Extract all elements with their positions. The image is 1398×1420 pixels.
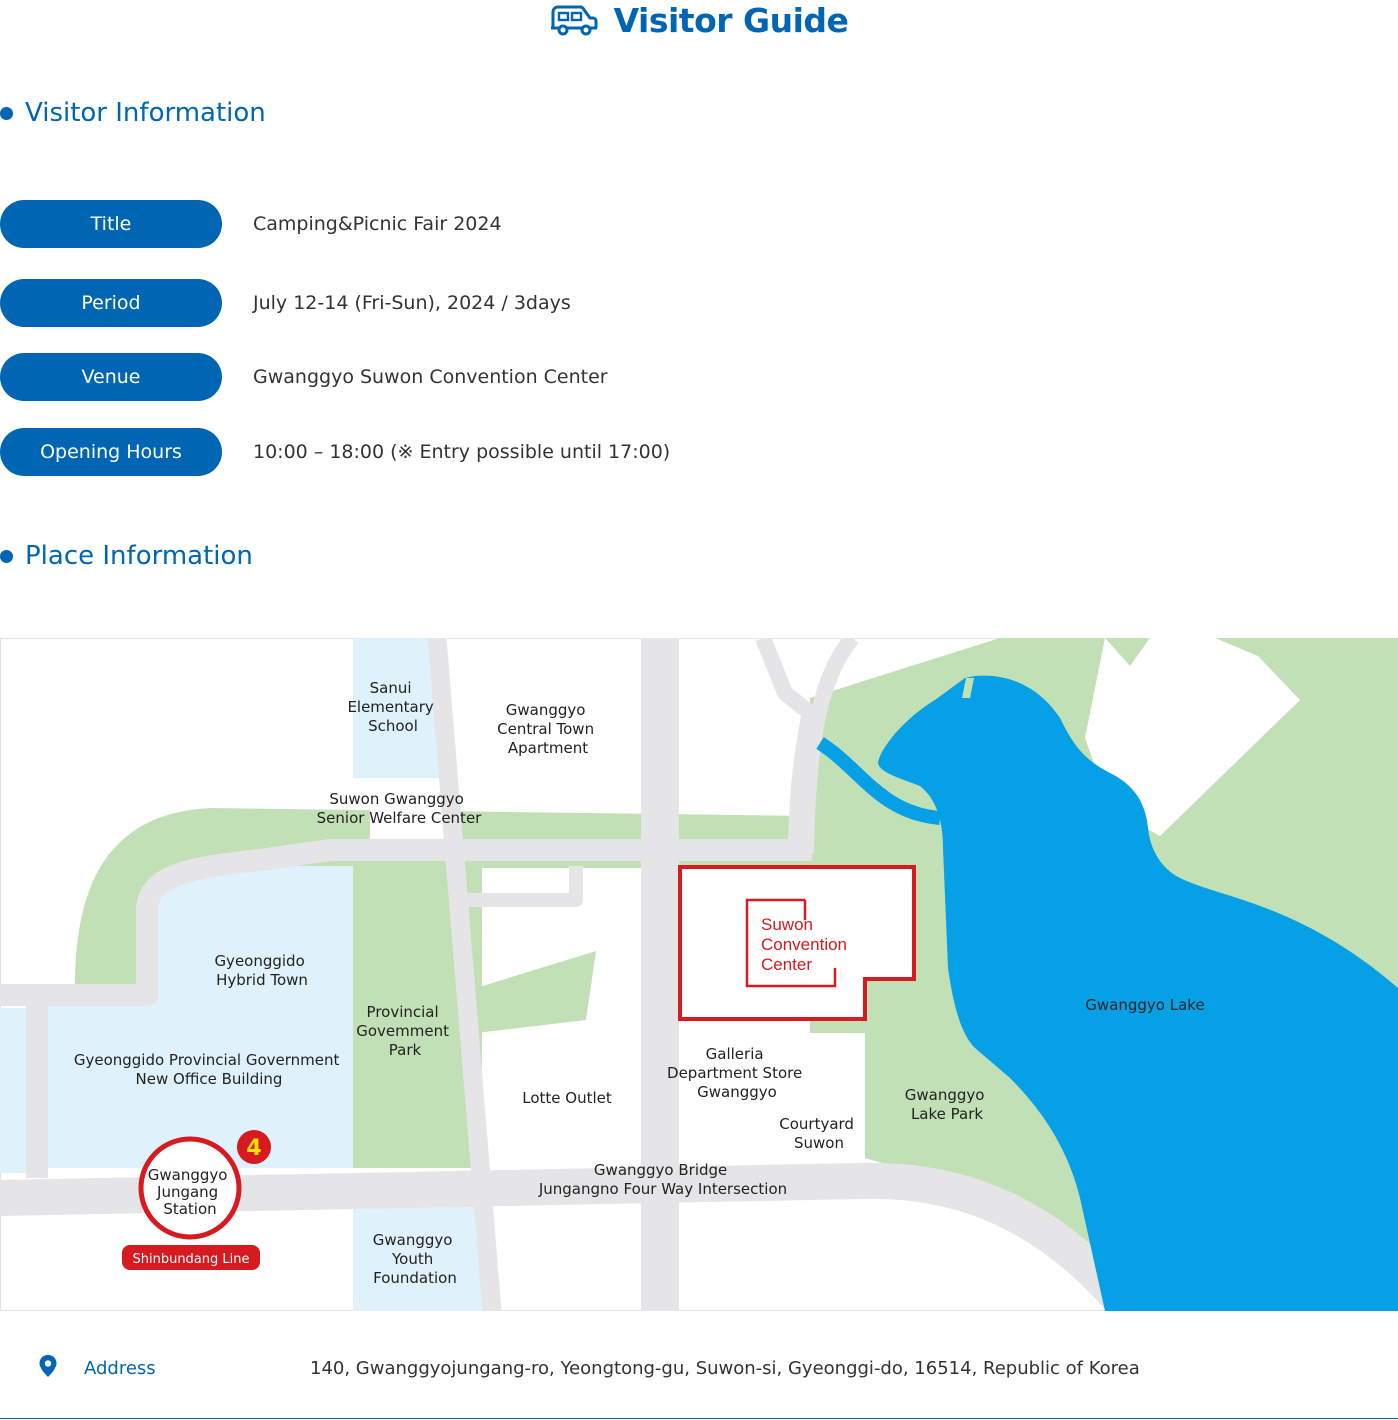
visitor-information-heading-text: Visitor Information	[25, 98, 266, 128]
camper-van-icon	[550, 4, 598, 36]
info-row-title	[0, 200, 502, 248]
label-bridge: Gwanggyo Bridge Jungangno Four Way Intersection	[538, 1161, 788, 1198]
west-edge-block	[0, 1008, 26, 1173]
info-value-venue: Gwanggyo Suwon Convention Center	[253, 366, 608, 388]
info-label-period: Period	[0, 279, 222, 327]
label-lake: Gwanggyo Lake	[1085, 996, 1205, 1014]
label-courtyard: Courtyard Suwon	[779, 1115, 854, 1152]
place-information-heading	[0, 541, 253, 571]
info-label-title: Title	[0, 200, 222, 248]
info-value-period: July 12-14 (Fri-Sun), 2024 / 3days	[253, 292, 571, 314]
label-central-town: Gwanggyo Central Town Apartment	[497, 701, 595, 757]
location-map-svg	[0, 638, 1398, 1311]
label-galleria: Galleria Department Store Gwanggyo	[667, 1045, 803, 1101]
label-station: Gwanggyo Jungang Station	[147, 1166, 228, 1218]
label-sanui-school: Sanui Elementary School	[347, 679, 434, 735]
label-youth-foundation: Gwanggyo Youth Foundation	[372, 1231, 457, 1287]
bullet-dot-icon	[0, 550, 13, 563]
info-row-opening-hours	[0, 428, 670, 476]
info-value-opening-hours: 10:00 – 18:00 (※ Entry possible until 17:00)	[253, 441, 671, 463]
address-value: 140, Gwanggyojungang-ro, Yeongtong-gu, Suwon-si, Gyeonggi-do, 16514, Republic of Korea	[310, 1358, 1140, 1379]
info-row-venue	[0, 353, 608, 401]
address-row	[0, 1338, 1398, 1419]
label-lake-park: Gwanggyo Lake Park	[904, 1086, 985, 1123]
address-label: Address	[84, 1358, 156, 1379]
place-information-heading-text: Place Information	[25, 541, 253, 571]
location-pin-icon	[38, 1354, 58, 1378]
subway-line-badge: Shinbundang Line	[132, 1252, 250, 1267]
label-provincial-park: Provincial Govemment Park	[356, 1003, 449, 1059]
logo-line-3: Center	[761, 955, 813, 974]
visitor-information-heading	[0, 98, 266, 128]
page-title-text: Visitor Guide	[613, 0, 849, 40]
logo-line-2: Convention	[761, 935, 848, 954]
info-label-venue: Venue	[0, 353, 222, 401]
station-exit-number: 4	[246, 1136, 262, 1161]
info-row-period	[0, 279, 571, 327]
page-title	[0, 0, 1398, 40]
label-office-building: Gyeonggido Provincial Government New Office Building	[73, 1051, 340, 1088]
info-value-title: Camping&Picnic Fair 2024	[253, 213, 502, 235]
location-map	[0, 638, 1398, 1311]
bullet-dot-icon	[0, 107, 13, 120]
logo-line-1: Suwon	[761, 915, 813, 934]
label-senior-welfare: Suwon Gwanggyo Senior Welfare Center	[316, 790, 482, 827]
label-hybrid-town: Gyeonggido Hybrid Town	[214, 952, 308, 989]
info-label-opening-hours: Opening Hours	[0, 428, 222, 476]
label-lotte-outlet: Lotte Outlet	[522, 1089, 612, 1107]
